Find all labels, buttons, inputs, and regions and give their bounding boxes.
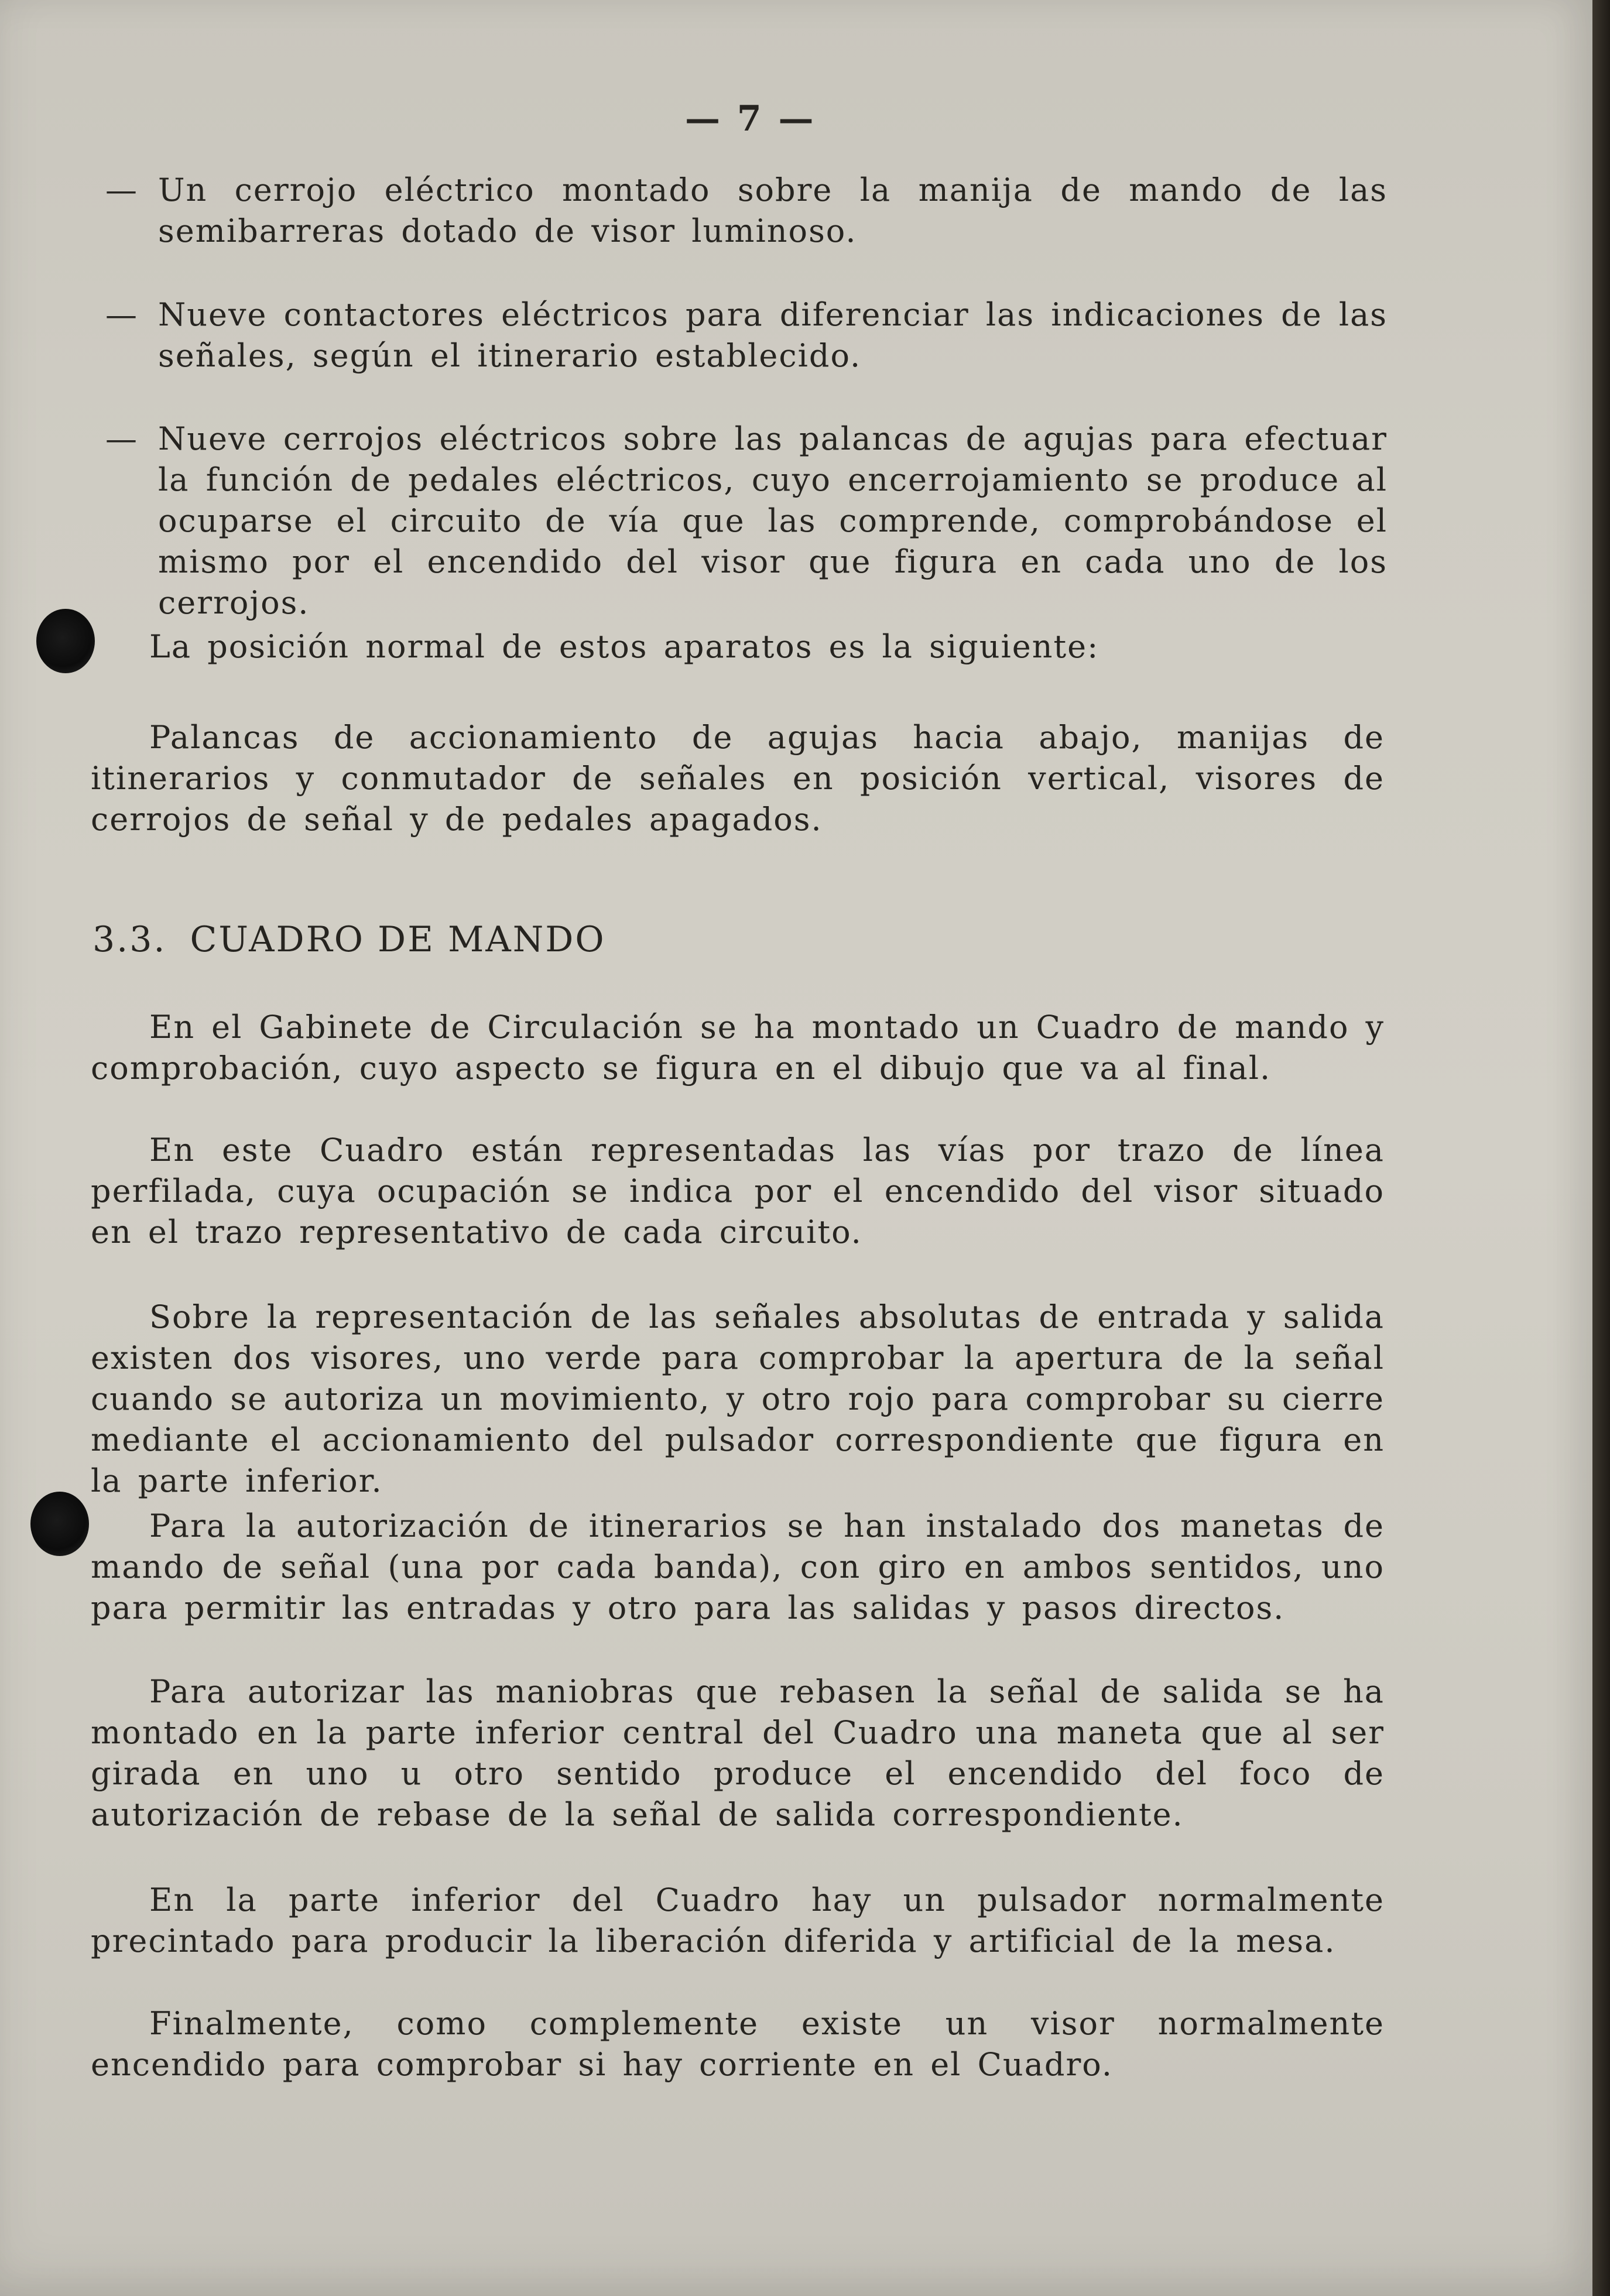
body-paragraph: En este Cuadro están representadas las vías por trazo de línea perfilada, cuya ocupación se indica por el encendido del visor situado en el trazo representativo de cada circuito. [91, 1132, 1385, 1250]
page-number: — 7 — [685, 98, 816, 139]
body-paragraph: Finalmente, como complemente existe un visor normalmente encendido para comprobar si hay corriente en el Cuadro. [91, 2005, 1385, 2083]
body-paragraph: En el Gabinete de Circulación se ha montado un Cuadro de mando y comprobación, cuyo aspecto se figura en el dibujo que va al final. [91, 1009, 1385, 1087]
bullet-text: Nueve contactores eléctricos para diferenciar las indicaciones de las señales, según el itinerario establecido. [158, 296, 1388, 374]
normal-position-paragraph: Palancas de accionamiento de agujas hacia abajo, manijas de itinerarios y conmutador de señales en posición vertical, visores de cerrojos de señal y de pedales apagados. [91, 719, 1385, 838]
bullet-dash: — [105, 420, 138, 457]
bullet-dash: — [105, 296, 138, 333]
section-title: CUADRO DE MANDO [190, 919, 606, 960]
binder-hole [36, 609, 95, 673]
section-number: 3.3. [93, 919, 167, 960]
bullet-item [105, 419, 1388, 623]
section-heading [93, 919, 606, 960]
intro-paragraph: La posición normal de estos aparatos es la siguiente: [149, 628, 1099, 665]
binder-hole [30, 1492, 89, 1556]
bullet-item [105, 170, 1388, 252]
body-paragraph: Sobre la representación de las señales absolutas de entrada y salida existen dos visores, uno verde para comprobar la apertura de la señal cuando se autoriza un movimiento, y otro rojo para comprobar su cierre mediante el accionamiento del pulsador correspondiente que figura en la parte inferior. [91, 1298, 1385, 1499]
page-edge-shadow [1592, 0, 1610, 2296]
bullet-dash: — [105, 172, 138, 208]
bullet-text: Nueve cerrojos eléctricos sobre las palancas de agujas para efectuar la función de pedales eléctricos, cuyo encerrojamiento se produce al ocuparse el circuito de vía que las comprende, comprobándose el mismo por el encendido del visor que figura en cada uno de los cerrojos. [158, 420, 1388, 621]
bullet-item [105, 294, 1388, 376]
bullet-text: Un cerrojo eléctrico montado sobre la manija de mando de las semibarreras dotado de visor luminoso. [158, 172, 1388, 249]
body-paragraph: Para autorizar las maniobras que rebasen la señal de salida se ha montado en la parte inferior central del Cuadro una maneta que al ser girada en uno u otro sentido produce el encendido del foco de autorización de rebase de la señal de salida correspondiente. [91, 1673, 1385, 1833]
body-paragraph: En la parte inferior del Cuadro hay un pulsador normalmente precintado para producir la liberación diferida y artificial de la mesa. [91, 1882, 1385, 1959]
body-paragraph: Para la autorización de itinerarios se han instalado dos manetas de mando de señal (una por cada banda), con giro en ambos sentidos, uno para permitir las entradas y otro para las salidas y pasos directos. [91, 1507, 1385, 1626]
